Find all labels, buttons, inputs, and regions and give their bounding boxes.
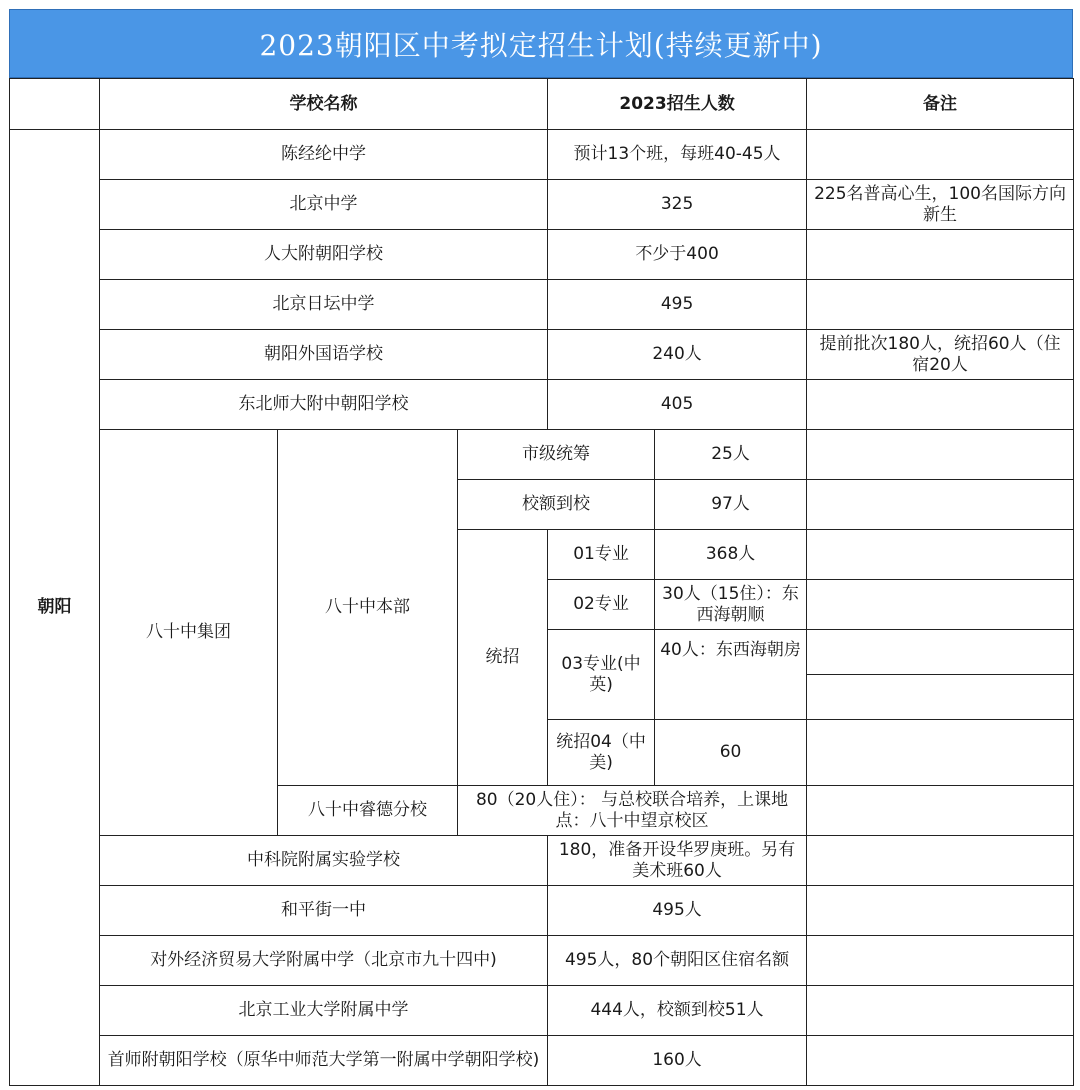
school-name: 北京日坛中学 bbox=[100, 280, 548, 330]
note-cell bbox=[807, 836, 1074, 886]
enrollment-count: 不少于400 bbox=[548, 230, 807, 280]
header-row bbox=[10, 79, 1074, 130]
main-campus-name: 八十中本部 bbox=[278, 430, 458, 786]
group-name: 八十中集团 bbox=[100, 430, 278, 836]
school-name: 东北师大附中朝阳学校 bbox=[100, 380, 548, 430]
branch-name: 八十中睿德分校 bbox=[278, 786, 458, 836]
note-cell bbox=[807, 986, 1074, 1036]
enrollment-count: 预计13个班，每班40-45人 bbox=[548, 130, 807, 180]
enrollment-count: 325 bbox=[548, 180, 807, 230]
major-count: 368人 bbox=[655, 530, 807, 580]
major-count: 40人：东西海朝房 bbox=[655, 630, 807, 720]
note-cell bbox=[807, 630, 1074, 675]
school-name: 北京工业大学附属中学 bbox=[100, 986, 548, 1036]
major-label: 统招04（中美) bbox=[548, 720, 655, 786]
table-row bbox=[10, 180, 1074, 230]
table-row bbox=[10, 230, 1074, 280]
region-cell: 朝阳 bbox=[10, 130, 100, 1086]
note-cell bbox=[807, 380, 1074, 430]
school-name: 北京中学 bbox=[100, 180, 548, 230]
city-plan-label: 市级统筹 bbox=[458, 430, 655, 480]
note-cell: 提前批次180人，统招60人（住宿20人 bbox=[807, 330, 1074, 380]
branch-count: 80（20人住）： 与总校联合培养，上课地点：八十中望京校区 bbox=[458, 786, 807, 836]
enrollment-count: 180，准备开设华罗庚班。另有美术班60人 bbox=[548, 836, 807, 886]
school-name: 对外经济贸易大学附属中学（北京市九十四中) bbox=[100, 936, 548, 986]
page-title: 2023朝阳区中考拟定招生计划(持续更新中) bbox=[9, 9, 1073, 78]
table-row bbox=[10, 836, 1074, 886]
major-label: 01专业 bbox=[548, 530, 655, 580]
table-row bbox=[10, 936, 1074, 986]
enrollment-count: 160人 bbox=[548, 1036, 807, 1086]
table-row bbox=[10, 380, 1074, 430]
note-cell bbox=[807, 675, 1074, 720]
major-label: 03专业(中英) bbox=[548, 630, 655, 720]
header-count: 2023招生人数 bbox=[548, 79, 807, 130]
major-label: 02专业 bbox=[548, 580, 655, 630]
note-cell bbox=[807, 430, 1074, 480]
school-name: 人大附朝阳学校 bbox=[100, 230, 548, 280]
table-row bbox=[10, 1036, 1074, 1086]
note-cell: 225名普高心生，100名国际方向新生 bbox=[807, 180, 1074, 230]
note-cell bbox=[807, 230, 1074, 280]
note-cell bbox=[807, 480, 1074, 530]
school-name: 朝阳外国语学校 bbox=[100, 330, 548, 380]
unified-label: 统招 bbox=[458, 530, 548, 786]
note-cell bbox=[807, 1036, 1074, 1086]
major-count: 60 bbox=[655, 720, 807, 786]
note-cell bbox=[807, 786, 1074, 836]
table-row bbox=[10, 886, 1074, 936]
note-cell bbox=[807, 280, 1074, 330]
note-cell bbox=[807, 530, 1074, 580]
quota-label: 校额到校 bbox=[458, 480, 655, 530]
school-name: 中科院附属实验学校 bbox=[100, 836, 548, 886]
note-cell bbox=[807, 130, 1074, 180]
enrollment-count: 240人 bbox=[548, 330, 807, 380]
city-plan-count: 25人 bbox=[655, 430, 807, 480]
header-region bbox=[10, 79, 100, 130]
enrollment-count: 495 bbox=[548, 280, 807, 330]
school-name: 和平街一中 bbox=[100, 886, 548, 936]
note-cell bbox=[807, 720, 1074, 786]
school-name: 陈经纶中学 bbox=[100, 130, 548, 180]
school-name: 首师附朝阳学校（原华中师范大学第一附属中学朝阳学校) bbox=[100, 1036, 548, 1086]
table-row bbox=[10, 130, 1074, 180]
note-cell bbox=[807, 886, 1074, 936]
table-row bbox=[10, 430, 1074, 480]
enrollment-count: 495人，80个朝阳区住宿名额 bbox=[548, 936, 807, 986]
header-note: 备注 bbox=[807, 79, 1074, 130]
table-row bbox=[10, 330, 1074, 380]
table-row bbox=[10, 986, 1074, 1036]
enrollment-count: 444人，校额到校51人 bbox=[548, 986, 807, 1036]
quota-count: 97人 bbox=[655, 480, 807, 530]
enrollment-table bbox=[9, 78, 1074, 1086]
header-school: 学校名称 bbox=[100, 79, 548, 130]
note-cell bbox=[807, 580, 1074, 630]
enrollment-count: 495人 bbox=[548, 886, 807, 936]
note-cell bbox=[807, 936, 1074, 986]
major-count: 30人（15住）：东西海朝顺 bbox=[655, 580, 807, 630]
enrollment-count: 405 bbox=[548, 380, 807, 430]
table-row bbox=[10, 280, 1074, 330]
